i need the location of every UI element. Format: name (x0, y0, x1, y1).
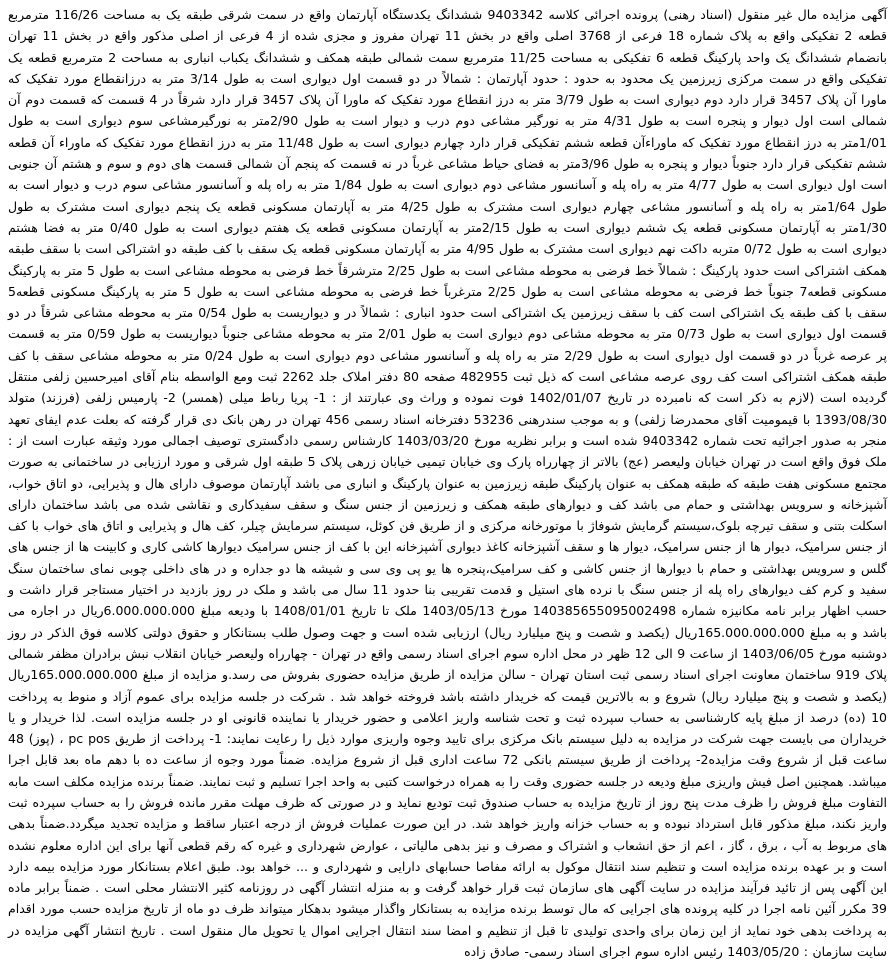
auction-notice-body: آگهی مزایده مال غیر منقول (اسناد رهنی) پرونده اجرائی کلاسه 9403342 ششدانگ یکدستگاه آپارتمان واقع در سمت شرقی طبقه یک به مساحت 116/26 مترمربع قطعه 2 تفکیکی واقع به پلاک شماره 18 فرعی از 3768 اصلی واقع در بخش 11 تهران مفروز و مجزی شده از 4 فرعی از اصلی مذکور واقع در بخش 11 تهران بانضمام ششدانگ یک واحد پارکینگ قطعه 6 تفکیکی به مساحت 11/25 مترمربع سمت شمالی طبقه همکف و ششدانگ یکباب انباری به مساحت 2 مترمربع قطعه یک تفکیکی واقع در سمت مرکزی زیرزمین یک محدود به حدود : حدود آپارتمان : شمالاً در دو قسمت اول دیواری است به طول 3/14 متر به درزانقطاع مورد تفکیک که ماورا آن پلاک 3457 قرار دارد دوم دیواری است به طول 3/79 متر به درز انقطاع مورد تفکیک که ماورا آن پلاک 3457 قرار دارد شرقاً در 4 قسمت که قسمت دوم آن شمالی است اول دیوار و پنجره است به طول 4/31 متر به نورگیر مشاعی دوم درب و دیوار است به طول 2/90متر به نورگیرمشاعی سوم دیواری است به طول 1/01متر به درز انقطاع مورد تفکیک که ماوراءآن قطعه ششم تفکیکی قرار دارد چهارم دیواری است به طول 11/48 متر به درز انقطاع مورد تفکیک که ماوراء آن قطعه ششم تفکیکی قرار دارد جنوباً دیوار و پنجره به طول 3/96متر به فضای حیاط مشاعی غرباً در نه قسمت که پنجم آن شمالی قسمت های دوم و سوم و هشتم آن جنوبی است اول دیواری است به طول 4/77 متر به راه پله و آسانسور مشاعی دوم دیواری است به طول 1/84 متر به راه پله و آسانسور مشاعی سوم درب و دیوار است به طول 1/64متر به راه پله و آسانسور مشاعی چهارم دیواری است مشترک به طول 4/25 متر به آپارتمان مسکونی قطعه یک پنجم دیواری است مشترک به طول 1/30متر به آپارتمان مسکونی قطعه یک ششم دیواری است به طول 2/15متر به آپارتمان مسکونی قطعه یک هفتم دیواری است به طول 0/40 متر به فضا هشتم دیواری است به طول 0/72 متربه داکت نهم دیواری است مشترک به طول 4/95 متر به آپارتمان مسکونی قطعه یک سقف با کف طبقه دو اشتراکی است با سقف طبقه همکف اشتراکی است حدود پارکینگ : شمالاً خط فرضی به محوطه مشاعی است به طول 2/25 مترشرقاً خط فرضی به محوطه مشاعی است به طول 5 متر به پارکینگ مسکونی قطعه7 جنوباً خط فرضی به محوطه مشاعی است به طول 2/25 مترغرباً خط فرضی به محوطه مشاعی است به طول 5 متر به پارکینگ مسکونی قطعه5 سقف با کف طبقه یک اشتراکی است کف با سقف زیرزمین یک اشتراکی است حدود انباری : شمالاً در و دیواریست به طول 0/54 متر به محوطه مشاعی شرقاً در دو قسمت اول دیواری است به طول 0/73 متر به محوطه مشاعی دوم دیواری است به طول 2/01 متر به محوطه مشاعی جنوباً دیواریست به طول 0/59 متر به قسمت پر عرصه غرباً در دو قسمت اول دیواری است به طول 2/29 متر به راه پله و آسانسور مشاعی دوم دیواری است به طول 0/24 متر به محوطه مشاعی سقف با کف طبقه همکف اشتراکی است کف روی عرصه مشاعی است که ذیل ثبت 482955 صفحه 80 دفتر املاک جلد 2262 ثبت ومع الواسطه بنام آقای امیرحسین زلفی منتقل گردیده است (لازم به ذکر است که نامبرده در تاریخ 1402/01/07 فوت نموده و وراث وی عبارتند از : 1- پریا رباط میلی (همسر) 2- پارمیس زلفی (فرزند) متولد 1393/08/30 با قیمومیت آقای محمدرضا زلفی) و به موجب سندرهنی 53236 دفترخانه اسناد رسمی 456 تهران در رهن بانک دی قرار گرفته که بعلت عدم ایفای تعهد منجر به صدور اجرائیه تحت شماره 9403342 شده است و برابر نظریه مورخ 1403/03/20 کارشناس رسمی دادگستری توصیف اجمالی مورد وثیقه عبارت است از : ملک فوق واقع است در تهران خیابان ولیعصر (عج) بالاتر از چهارراه پارک وی خیابان تیمیی خیابان زرهی پلاک 5 طبقه اول شرقی و مورد ارزیابی در ساختمانی به صورت مجتمع مسکونی هفت طبقه که طبقه همکف به عنوان پارکینگ طبقه زیرزمین به عنوان پارکینگ و انباری می باشد آپارتمان موصوف دارای هال و پذیرایی، دو اتاق خواب، آشپزخانه و سرویس بهداشتی و حمام می باشد کف و دیوارهای طبقه همکف و زیرزمین از جنس سنگ و سقف سفیدکاری و نقاشی شده می باشد ساختمان دارای اسکلت بتنی و سقف تیرچه بلوک،سیستم گرمایش شوفاژ با موتورخانه مرکزی و از طریق فن کوئل، سیستم سرمایش چیلر، کف هال و پذیرایی و اتاق های خواب با کف از جنس سرامیک، دیوار ها از جنس سرامیک، دیوار ها و سقف آشپزخانه کاغذ دیواری آشپزخانه این با کف از جنس سرامیک دیوارها کاشی کاری و کابینت ها از جنس های گلس و سرویس بهداشتی و حمام با دیوارها از جنس کاشی و کف سرامیک،پنجره ها یو پی وی سی و شیشه ها دو جداره و در های داخلی چوبی نمای ساختمان سنگ سفید و کرم کف دیوارهای راه پله از جنس سنگ با نرده های استیل و قدمت تقریبی بنا حدود 11 سال می باشد و ملک در روز بازدید در اختیار مستاجر قرار داشت و حسب اظهار برابر نامه مکانیزه شماره 140385655095002498 مورخ 1403/05/13 ملک تا تاریخ 1408/01/01 با ودیعه مبلغ 6.000.000.000ریال در اجاره می باشد و به مبلغ 165.000.000.000ریال (یکصد و شصت و پنج میلیارد ریال) ارزیابی شده است و جهت وصول طلب بستانکار و حقوق دولتی کلاسه فوق الذکر در روز دوشنبه مورخ 1403/06/05 از ساعت 9 الی 12 ظهر در محل اداره سوم اجرای اسناد رسمی واقع در تهران - چهارراه ولیعصر خیابان انقلاب نبش برادران مظفر شمالی پلاک 919 ساختمان معاونت اجرای اسناد رسمی ثبت استان تهران - سالن مزایده از طریق مزایده حضوری بفروش می رسد.و مزایده از مبلغ 165.000.000.000ریال (یکصد و شصت و پنج میلیارد ریال) شروع و به بالاترین قیمت که خریدار داشته باشد فروخته خواهد شد . شرکت در جلسه مزایده برای عموم آزاد و منوط به پرداخت 10 (ده) درصد از مبلغ پایه کارشناسی به حساب سپرده ثبت و تحت شناسه واریز اعلامی و حضور خریدار یا نماینده قانونی او در جلسه مزایده است. لذا خریدار و یا خریداران می بایست جهت شرکت در مزایده به دلیل سیستم بانک مرکزی برای تایید وجوه واریزی موارد ذیل را رعایت نمایند: 1- پرداخت از طریق pc pos ، (پوز) 48 ساعت قبل از شروع وقت مزایده2- پرداخت از طریق سیستم بانکی 72 ساعت اداری قبل از شروع مزایده. ضمناً مورد وجوه از ساعت ده با دهم ماه بعد قابل اجرا میباشد. همچنین اصل فیش واریزی مبلغ ودیعه در جلسه حضوری وقت را به همراه درخواست کتبی به واحد اجرا تسلیم و ثبت نمایند. ضمناً برنده مزایده مکلف است مابه التفاوت مبلغ فروش را ظرف مدت پنج روز از تاریخ مزایده به حساب صندوق ثبت تودیع نماید و در صورتی که ظرف مهلت مقرر مانده فروش را به حساب سپرده ثبت واریز نکند، مبلغ مذکور قابل استرداد نبوده و به حساب خزانه واریز خواهد شد. در این صورت عملیات فروش از درجه اعتبار ساقط و مزایده تجدید میگردد.ضمناً بدهی های مربوط به آب ، برق ، گاز ، اعم از حق انشعاب و اشتراک و مصرف و نیز بدهی مالیاتی ، عوارض شهرداری و غیره که رقم قطعی آنها برای این اداره معلوم نشده است و بر عهده برنده مزایده است و تنظیم سند انتقال موکول به ارائه مفاصا حسابهای دارایی و شهرداری و ... خواهد بود. طبق اعلام بستانکار مورد مزایده بیمه دارد این آگهی پس از تائید فرآیند مزایده در سایت آگهی های سازمان ثبت قرار خواهد گرفت و به منزله انتشار آگهی در روزنامه کثیر الانتشار محلی است . ضمناً برابر ماده 39 مکرر آئین نامه اجرا در کلیه پرونده های اجرایی که مال توسط برنده مزایده به بستانکار واگذار میشود بدهکار میتواند ظرف دو ماه از تاریخ مزایده حسب مورد اقدام به پرداخت بدهی خود نماید از این زمان برای واحدی تولیدی تا قبل از تنظیم و امضا سند انتقال اجرایی اموال یا تحویل مال منقول است . تاریخ انتشار آگهی مزایده در سایت سازمان : 1403/05/20 رئیس اداره سوم اجرای اسناد رسمی- صادق زاده (8, 7, 888, 960)
